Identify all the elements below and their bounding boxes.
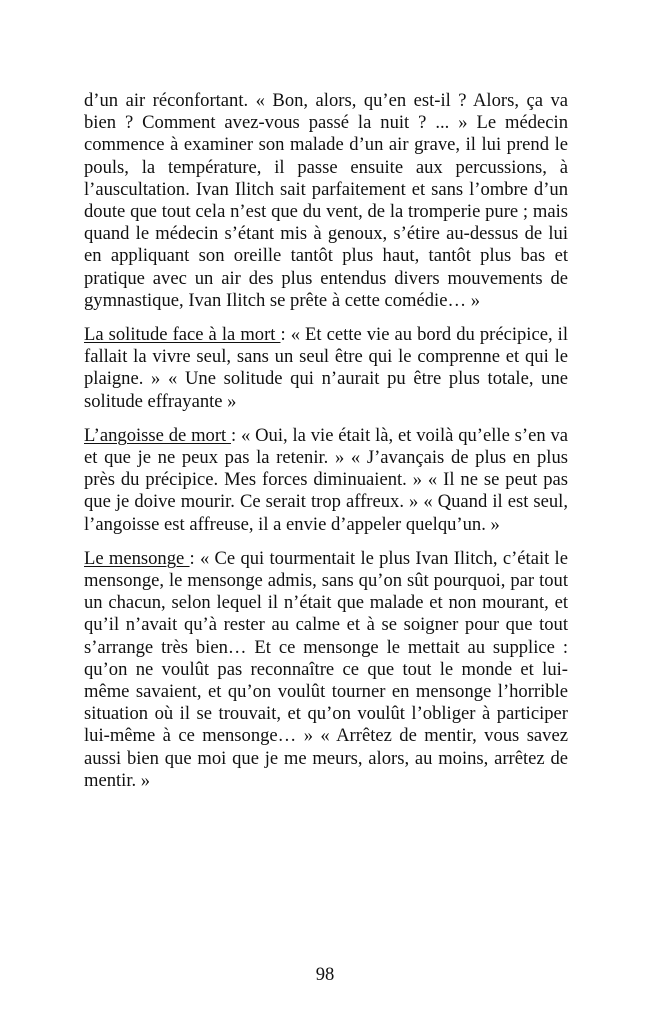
paragraph-angoisse: [84, 425, 568, 536]
paragraph-text: « Et cette vie au bord du précipice, il fallait la vivre seul, sans un seul être qui le comprenne et qui le plaigne. » « Une solitude qui n’aurait pu être plus totale, une solitude effrayante »: [84, 324, 568, 412]
heading-solitude: La solitude face à la mort: [84, 324, 281, 346]
heading-colon: :: [231, 424, 242, 446]
heading-colon: :: [280, 324, 291, 346]
paragraph-text: « Ce qui tourmentait le plus Ivan Ilitch, c’était le mensonge, le mensonge admis, sans qu’on sût pourquoi, par tout un chacun, selon lequel il n’était que malade et non mourant, et qu’il n’avait qu’à rester au calme et à se soigner pour que tout s’arrange très bien… Et ce mensonge le mettait au supplice : qu’on ne voulût pas reconnaître ce que tout le monde et lui-même savaient, et qu’on voulût tourner en mensonge l’horrible situation où il se trouvait, et qu’on voulût l’obliger à participer lui-même à ce mensonge… » « Arrêtez de mentir, vous savez aussi bien que moi que je me meurs, alors, au moins, arrêtez de mentir. »: [84, 547, 568, 791]
page-number: 98: [315, 964, 335, 985]
heading-mensonge: Le mensonge: [84, 547, 190, 569]
paragraph-intro: [84, 90, 568, 312]
paragraph-solitude: [84, 324, 568, 413]
heading-angoisse: L’angoisse de mort: [84, 424, 232, 446]
paragraph-text: d’un air réconfortant. « Bon, alors, qu’en est-il ? Alors, ça va bien ? Comment avez-vous passé la nuit ? ... » Le médecin commence à examiner son malade d’un air grave, il lui prend le pouls, la température, il passe ensuite aux percussions, à l’auscultation. Ivan Ilitch sait parfaitement et sans l’ombre d’un doute que tout cela n’est que du vent, de la tromperie pure ; mais quand le médecin s’étant mis à genoux, s’étire au-dessus de lui en appliquant son oreille tantôt plus haut, tantôt plus bas et pratique avec un air des plus entendus divers mouvements de gymnastique, Ivan Ilitch se prête à cette comédie… »: [84, 90, 568, 311]
paragraph-mensonge: [84, 548, 568, 792]
heading-colon: :: [189, 547, 200, 569]
page-body: [84, 90, 568, 804]
paragraph-text: « Oui, la vie était là, et voilà qu’elle s’en va et que je ne peux pas la retenir. » « J’avançais de plus en plus près du précipice. Mes forces diminuaient. » « Il ne se peut pas que je doive mourir. Ce serait trop affreux. » « Quand il est seul, l’angoisse est affreuse, il a envie d’appeler quelqu’un. »: [84, 424, 568, 535]
